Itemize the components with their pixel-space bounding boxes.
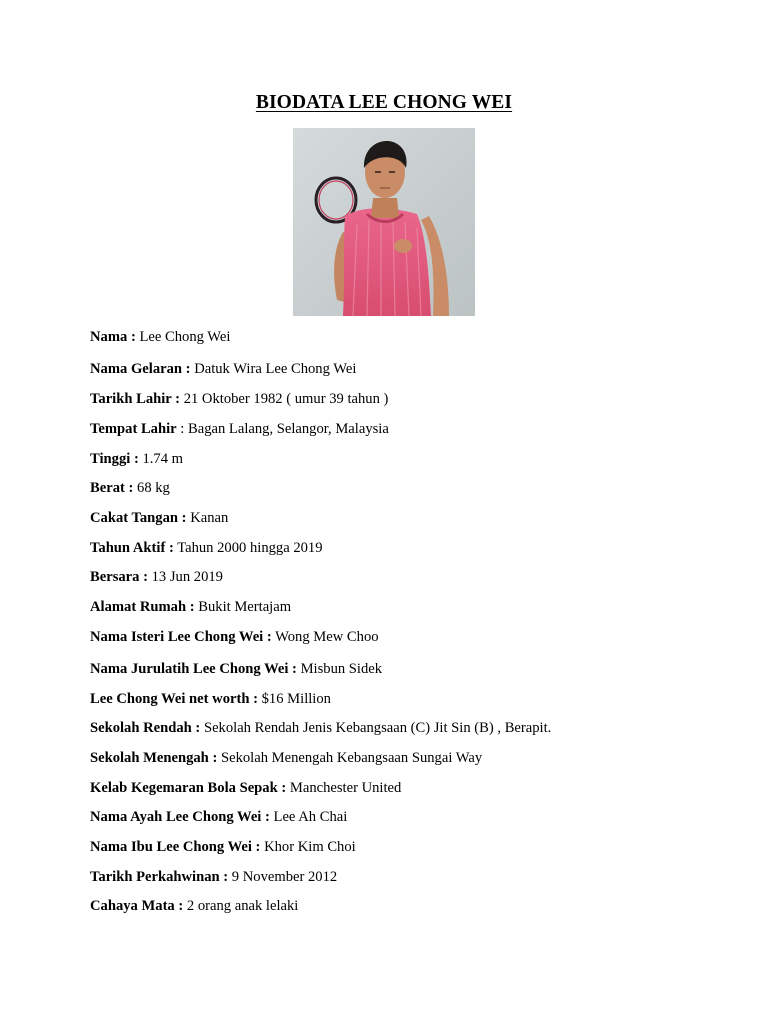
field-cakat-tangan: [90, 509, 228, 527]
field-value: $16 Million: [261, 691, 331, 707]
field-label: Berat :: [90, 480, 134, 496]
field-label: Nama :: [90, 329, 136, 345]
field-value: 9 November 2012: [231, 869, 338, 885]
field-label: Bersara :: [90, 569, 148, 585]
field-value: Khor Kim Choi: [264, 839, 356, 855]
field-tempat-lahir: [90, 420, 389, 438]
field-nama-jurulatih: [90, 660, 382, 678]
field-tahun-aktif: [90, 539, 323, 557]
field-label: Cakat Tangan :: [90, 510, 187, 526]
field-value: Tahun 2000 hingga 2019: [177, 540, 323, 556]
field-label: Nama Jurulatih Lee Chong Wei :: [90, 661, 297, 677]
field-value: Wong Mew Choo: [275, 629, 379, 645]
field-alamat-rumah: [90, 598, 291, 616]
field-value: Datuk Wira Lee Chong Wei: [194, 361, 357, 377]
field-label: Lee Chong Wei net worth :: [90, 691, 258, 707]
field-berat: [90, 479, 170, 497]
field-nama-ayah: [90, 808, 347, 826]
field-label: Nama Ibu Lee Chong Wei :: [90, 839, 261, 855]
field-label: Kelab Kegemaran Bola Sepak :: [90, 780, 287, 796]
field-label: Sekolah Menengah :: [90, 750, 218, 766]
field-tinggi: [90, 450, 183, 468]
field-bersara: [90, 568, 223, 586]
field-label: Nama Ayah Lee Chong Wei :: [90, 809, 270, 825]
field-label: Cahaya Mata :: [90, 898, 184, 914]
field-value: 68 kg: [137, 480, 170, 496]
field-label: Alamat Rumah :: [90, 599, 195, 615]
field-value: Lee Ah Chai: [273, 809, 348, 825]
field-nama-isteri: [90, 628, 379, 646]
player-photo: [293, 128, 475, 316]
field-label: Tarikh Perkahwinan :: [90, 869, 229, 885]
field-label: Tahun Aktif :: [90, 540, 174, 556]
field-value: Misbun Sidek: [300, 661, 383, 677]
field-sekolah-rendah: [90, 719, 551, 737]
field-value: : Bagan Lalang, Selangor, Malaysia: [180, 421, 389, 437]
field-sekolah-menengah: [90, 749, 482, 767]
field-value: 2 orang anak lelaki: [186, 898, 299, 914]
field-nama: [90, 328, 230, 346]
field-value: 21 Oktober 1982 ( umur 39 tahun ): [183, 391, 389, 407]
field-label: Sekolah Rendah :: [90, 720, 201, 736]
field-value: 13 Jun 2019: [151, 569, 223, 585]
field-net-worth: [90, 690, 331, 708]
field-label: Tempat Lahir: [90, 421, 177, 437]
field-nama-gelaran: [90, 360, 356, 378]
field-value: Manchester United: [289, 780, 402, 796]
field-label: Nama Gelaran :: [90, 361, 191, 377]
field-value: Lee Chong Wei: [139, 329, 231, 345]
field-label: Tinggi :: [90, 451, 139, 467]
field-nama-ibu: [90, 838, 356, 856]
document-title: BIODATA LEE CHONG WEI: [255, 92, 513, 113]
field-tarikh-perkahwinan: [90, 868, 337, 886]
field-kelab-bola-sepak: [90, 779, 401, 797]
field-label: Nama Isteri Lee Chong Wei :: [90, 629, 272, 645]
field-value: Kanan: [190, 510, 229, 526]
field-value: Sekolah Rendah Jenis Kebangsaan (C) Jit Sin (B) , Berapit.: [203, 720, 552, 736]
field-label: Tarikh Lahir :: [90, 391, 181, 407]
field-cahaya-mata: [90, 897, 298, 915]
field-tarikh-lahir: [90, 390, 388, 408]
field-value: 1.74 m: [142, 451, 184, 467]
field-value: Sekolah Menengah Kebangsaan Sungai Way: [220, 750, 483, 766]
field-value: Bukit Mertajam: [198, 599, 292, 615]
